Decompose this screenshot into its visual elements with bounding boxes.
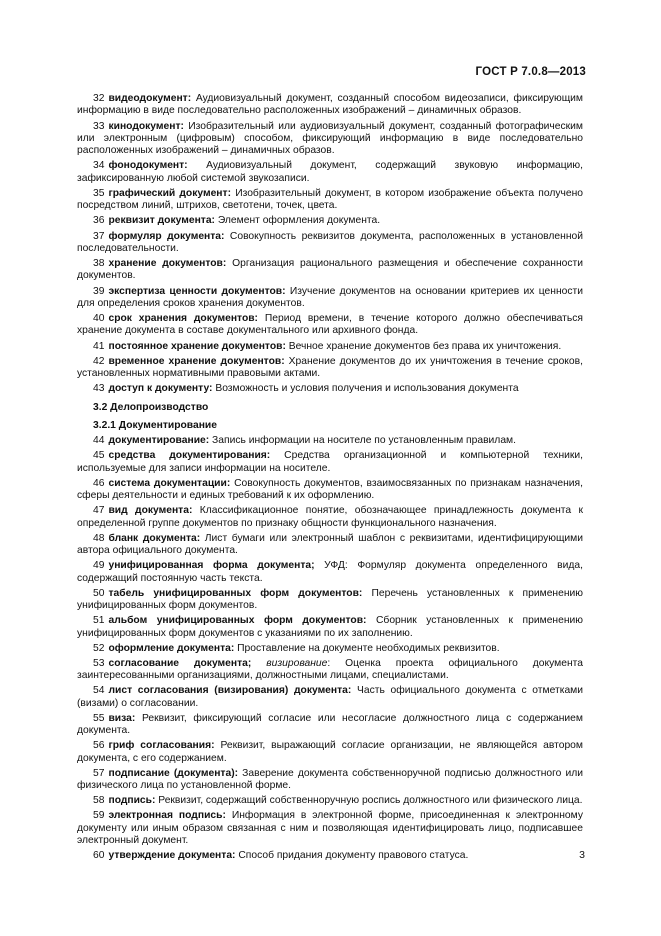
term-number: 38 <box>93 258 105 269</box>
term-name: документирование: <box>108 435 210 446</box>
term-definition: Возможность и условия получения и использования документа <box>212 383 519 395</box>
term-definition: Организация рационального размещения и обеспечение сохранности документов. <box>77 258 583 282</box>
term-number: 32 <box>93 93 105 104</box>
term-name: подпись: <box>108 795 156 807</box>
term-name: лист согласования (визирования) документа: <box>108 685 352 697</box>
term-synonym: визирование <box>251 657 328 669</box>
term-name: графический документ: <box>108 187 232 199</box>
term-definition: Проставление на документе необходимых реквизитов. <box>234 642 500 654</box>
term-entry <box>77 850 583 862</box>
term-number: 55 <box>93 712 105 724</box>
term-entry <box>77 505 583 530</box>
term-name: подписание (документа): <box>108 767 239 779</box>
term-definition: Реквизит, содержащий собственноручную роспись должностного или физического лица. <box>155 795 583 807</box>
document-body <box>77 93 583 865</box>
term-name: срок хранения документов: <box>108 313 258 324</box>
term-name: экспертиза ценности документов: <box>108 285 286 297</box>
term-name: гриф согласования: <box>108 740 215 752</box>
term-definition: Запись информации на носителе по установленным правилам. <box>209 435 516 446</box>
term-entry <box>77 643 583 655</box>
term-definition: Период времени, в течение которого должно обеспечиваться хранение документа в составе документального или архивного фонда. <box>77 313 583 337</box>
term-definition: Классификационное понятие, обозначающее принадлежность документа к определенной группе документов по признаку общности функционального назначения. <box>77 505 583 529</box>
term-name: хранение документов: <box>108 258 227 269</box>
term-name: фонодокумент: <box>108 160 188 172</box>
term-definition: Совокупность документов, взаимосвязанных по признакам назначения, сферы деятельности и единых требований к их оформлению. <box>77 477 583 501</box>
term-number: 58 <box>93 795 105 807</box>
term-entry <box>77 215 583 227</box>
term-number: 43 <box>93 383 105 395</box>
term-number: 35 <box>93 187 105 199</box>
term-entry <box>77 615 583 640</box>
term-definition: Заверение документа собственноручной подписью должностного или физического лица по установленной форме. <box>77 767 583 792</box>
term-definition: Сборник установленных к применению унифицированных форм документов с указаниями по их заполнению. <box>77 615 583 639</box>
term-definition: Хранение документов до их уничтожения в течение сроков, установленных нормативными правовыми актами. <box>77 355 583 379</box>
term-entry <box>77 341 583 353</box>
term-number: 40 <box>93 313 105 324</box>
term-name: система документации: <box>108 477 231 489</box>
term-number: 54 <box>93 685 105 697</box>
term-name: бланк документа: <box>108 532 201 544</box>
term-name: виза: <box>108 712 136 724</box>
term-name: временное хранение документов: <box>108 355 285 367</box>
term-definition: Изучение документов на основании критериев их ценности для определения сроков хранения документов. <box>77 285 583 309</box>
term-name: постоянное хранение документов: <box>108 340 286 352</box>
term-name: средства документирования: <box>108 450 271 462</box>
term-definition: Изобразительный документ, в котором изображение объекта получено посредством линий, штрихов, светотени, точек, цвета. <box>77 187 583 212</box>
page-header: ГОСТ Р 7.0.8—2013 <box>475 66 586 78</box>
term-number: 39 <box>93 285 105 297</box>
term-number: 52 <box>93 642 105 654</box>
term-definition: Средства организационной и компьютерной техники, используемые для записи информации на носителе. <box>77 450 583 474</box>
term-entry <box>77 121 583 158</box>
term-entry <box>77 356 583 381</box>
term-entry <box>77 286 583 311</box>
term-definition: Часть официального документа с отметками (визами) о согласовании. <box>77 685 583 709</box>
term-entry <box>77 685 583 710</box>
term-number: 49 <box>93 560 105 572</box>
subsection-title: 3.2.1 Документирование <box>93 419 217 431</box>
term-number: 42 <box>93 355 105 367</box>
term-definition: Реквизит, выражающий согласие организации, не являющейся автором документа, с его содержанием. <box>77 740 583 764</box>
term-entry <box>77 560 583 585</box>
term-number: 57 <box>93 767 105 779</box>
term-entry <box>77 478 583 503</box>
term-number: 56 <box>93 740 105 752</box>
term-entry <box>77 533 583 558</box>
term-name: кинодокумент: <box>108 120 184 132</box>
term-entry <box>77 658 583 683</box>
term-entry <box>77 313 583 338</box>
term-name: доступ к документу: <box>108 383 213 395</box>
term-number: 59 <box>93 810 105 822</box>
term-entry <box>77 258 583 283</box>
term-number: 48 <box>93 532 105 544</box>
term-number: 37 <box>93 230 105 242</box>
term-number: 45 <box>93 450 105 462</box>
term-definition: : Оценка проекта официального документа заинтересованными организациями, должностными лицами, специалистами. <box>77 657 583 682</box>
term-list-documenting <box>77 435 583 863</box>
term-number: 36 <box>93 215 105 227</box>
section-title: 3.2 Делопроизводство <box>93 401 209 413</box>
term-entry <box>77 435 583 447</box>
term-entry <box>77 383 583 395</box>
term-entry <box>77 188 583 213</box>
term-number: 33 <box>93 120 105 132</box>
term-name: видеодокумент: <box>108 93 192 104</box>
term-number: 53 <box>93 657 105 669</box>
term-definition: Информация в электронной форме, присоединенная к электронному документу или иным образом связанная с ним и позволяющая идентифицировать лицо, подписавшее электронный документ. <box>77 810 583 847</box>
term-list-general <box>77 93 583 396</box>
term-number: 47 <box>93 505 105 517</box>
term-definition: Элемент оформления документа. <box>214 215 381 227</box>
term-entry <box>77 740 583 765</box>
term-definition: Вечное хранение документов без права их уничтожения. <box>285 340 562 352</box>
term-definition: Способ придания документу правового статуса. <box>235 850 469 862</box>
term-name: электронная подпись: <box>108 810 226 822</box>
term-entry <box>77 810 583 847</box>
term-number: 50 <box>93 587 105 599</box>
term-entry <box>77 768 583 793</box>
term-definition: Изобразительный или аудиовизуальный документ, созданный фотографическим или электронным (цифровым) способом, фиксирующий информацию в виде последовательно расположенных изображений – динамичных образов. <box>77 120 583 157</box>
term-entry <box>77 93 583 118</box>
term-number: 34 <box>93 160 105 172</box>
term-definition: Аудиовизуальный документ, содержащий звуковую информацию, зафиксированную любой системой звукозаписи. <box>77 160 583 184</box>
term-number: 44 <box>93 435 105 446</box>
term-number: 60 <box>93 850 105 862</box>
term-entry <box>77 450 583 475</box>
term-name: реквизит документа: <box>108 215 215 227</box>
term-name: согласование документа; <box>108 657 252 669</box>
term-number: 51 <box>93 615 105 627</box>
term-name: унифицированная форма документа; <box>108 560 315 572</box>
term-definition: УФД: Формуляр документа определенного вида, содержащий постоянную часть текста. <box>77 560 583 584</box>
term-entry <box>77 231 583 256</box>
term-name: альбом унифицированных форм документов: <box>108 615 367 627</box>
term-definition: Перечень установленных к применению унифицированных форм документов. <box>77 587 583 611</box>
term-number: 41 <box>93 340 105 352</box>
term-name: оформление документа: <box>108 642 235 654</box>
term-name: формуляр документа: <box>108 230 225 242</box>
term-definition: Аудиовизуальный документ, созданный способом видеозаписи, фиксирующим информацию в виде последовательно расположенных изображений – динамичных образов. <box>77 93 583 117</box>
term-definition: Совокупность реквизитов документа, расположенных в установленной последовательности. <box>77 230 583 254</box>
term-entry <box>77 713 583 738</box>
term-name: табель унифицированных форм документов: <box>108 587 363 599</box>
term-name: вид документа: <box>108 505 193 517</box>
page-number: 3 <box>579 849 585 861</box>
term-name: утверждение документа: <box>108 850 236 862</box>
term-number: 46 <box>93 477 105 489</box>
term-entry <box>77 160 583 185</box>
term-definition: Реквизит, фиксирующий согласие или несогласие должностного лица с содержанием документа. <box>77 712 583 737</box>
term-entry <box>77 588 583 613</box>
term-entry <box>77 795 583 807</box>
term-definition: Лист бумаги или электронный шаблон с реквизитами, идентифицирующими автора официального документа. <box>77 532 583 556</box>
